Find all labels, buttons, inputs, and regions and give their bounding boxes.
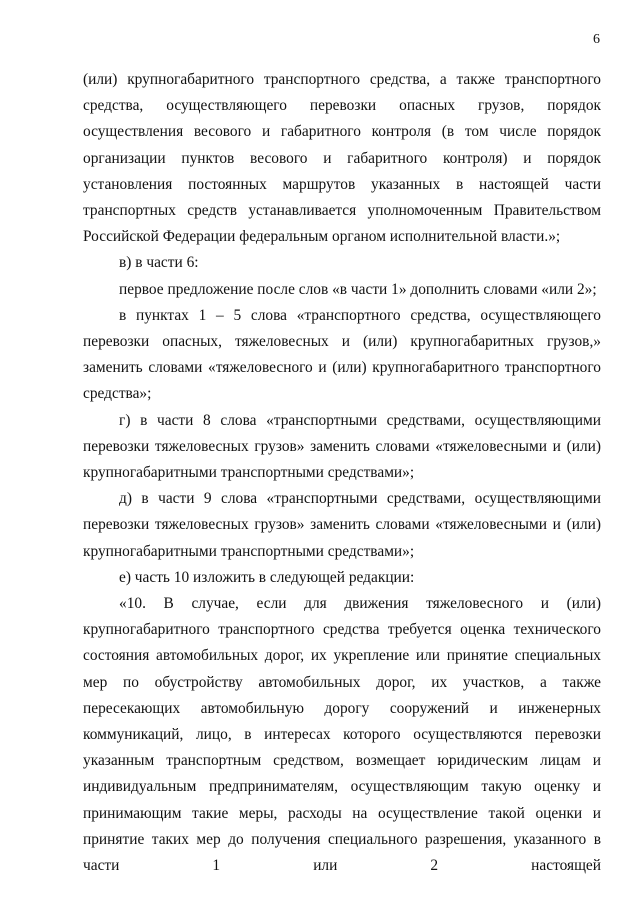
paragraph-item-g: г) в части 8 слова «транспортными средствами, осуществляющими перевозки тяжеловесных грузов» заменить словами «тяжеловесными и (или) крупногабаритными транспортными средствами»; (83, 411, 601, 482)
page-number: 6 (593, 32, 600, 47)
paragraph-part-10: «10. В случае, если для движения тяжеловесного и (или) крупногабаритного транспортного средства требуется оценка технического состояния автомобильных дорог, их укрепление или принятие специальных мер по обустройству автомобильных дорог, их участков, а также пересекающих автомобильную дорогу сооружений и инженерных коммуникаций, лицо, в интересах которого осуществляются перевозки указанным транспортным средством, возмещает юридическим лицам и индивидуальным предпринимателям, осуществляющим такую оценку и принимающим такие меры, расходы на осуществление такой оценки и принятие таких мер до получения специального разрешения, указанного в части 1 или 2 настоящей (83, 595, 601, 875)
paragraph-item-d: д) в части 9 слова «транспортными средствами, осуществляющими перевозки тяжеловесных грузов» заменить словами «тяжеловесными и (или) крупногабаритными транспортными средствами»; (83, 490, 601, 560)
paragraph-first-sentence-amendment: первое предложение после слов «в части 1» дополнить словами «или 2»; (119, 280, 597, 298)
paragraph-continuation: (или) крупногабаритного транспортного средства, а также транспортного средства, осуществляющего перевозки опасных грузов, порядок осуществления весового и габаритного контроля (в том числе порядок организации пунктов весового и габаритного контроля) и порядок установления постоянных маршрутов указанных в настоящей части транспортных средств устанавливается уполномоченным Правительством Российской Федерации федеральным органом исполнительной власти.»; (83, 71, 601, 246)
paragraph-item-e: е) часть 10 изложить в следующей редакции: (119, 568, 415, 586)
paragraph-item-v: в) в части 6: (119, 254, 199, 272)
document-body (83, 67, 601, 879)
paragraph-points-amendment: в пунктах 1 – 5 слова «транспортного средства, осуществляющего перевозки опасных, тяжеловесных и (или) крупногабаритных грузов,» заменить словами «тяжеловесного и (или) крупногабаритного транспортного средства»; (83, 306, 601, 403)
